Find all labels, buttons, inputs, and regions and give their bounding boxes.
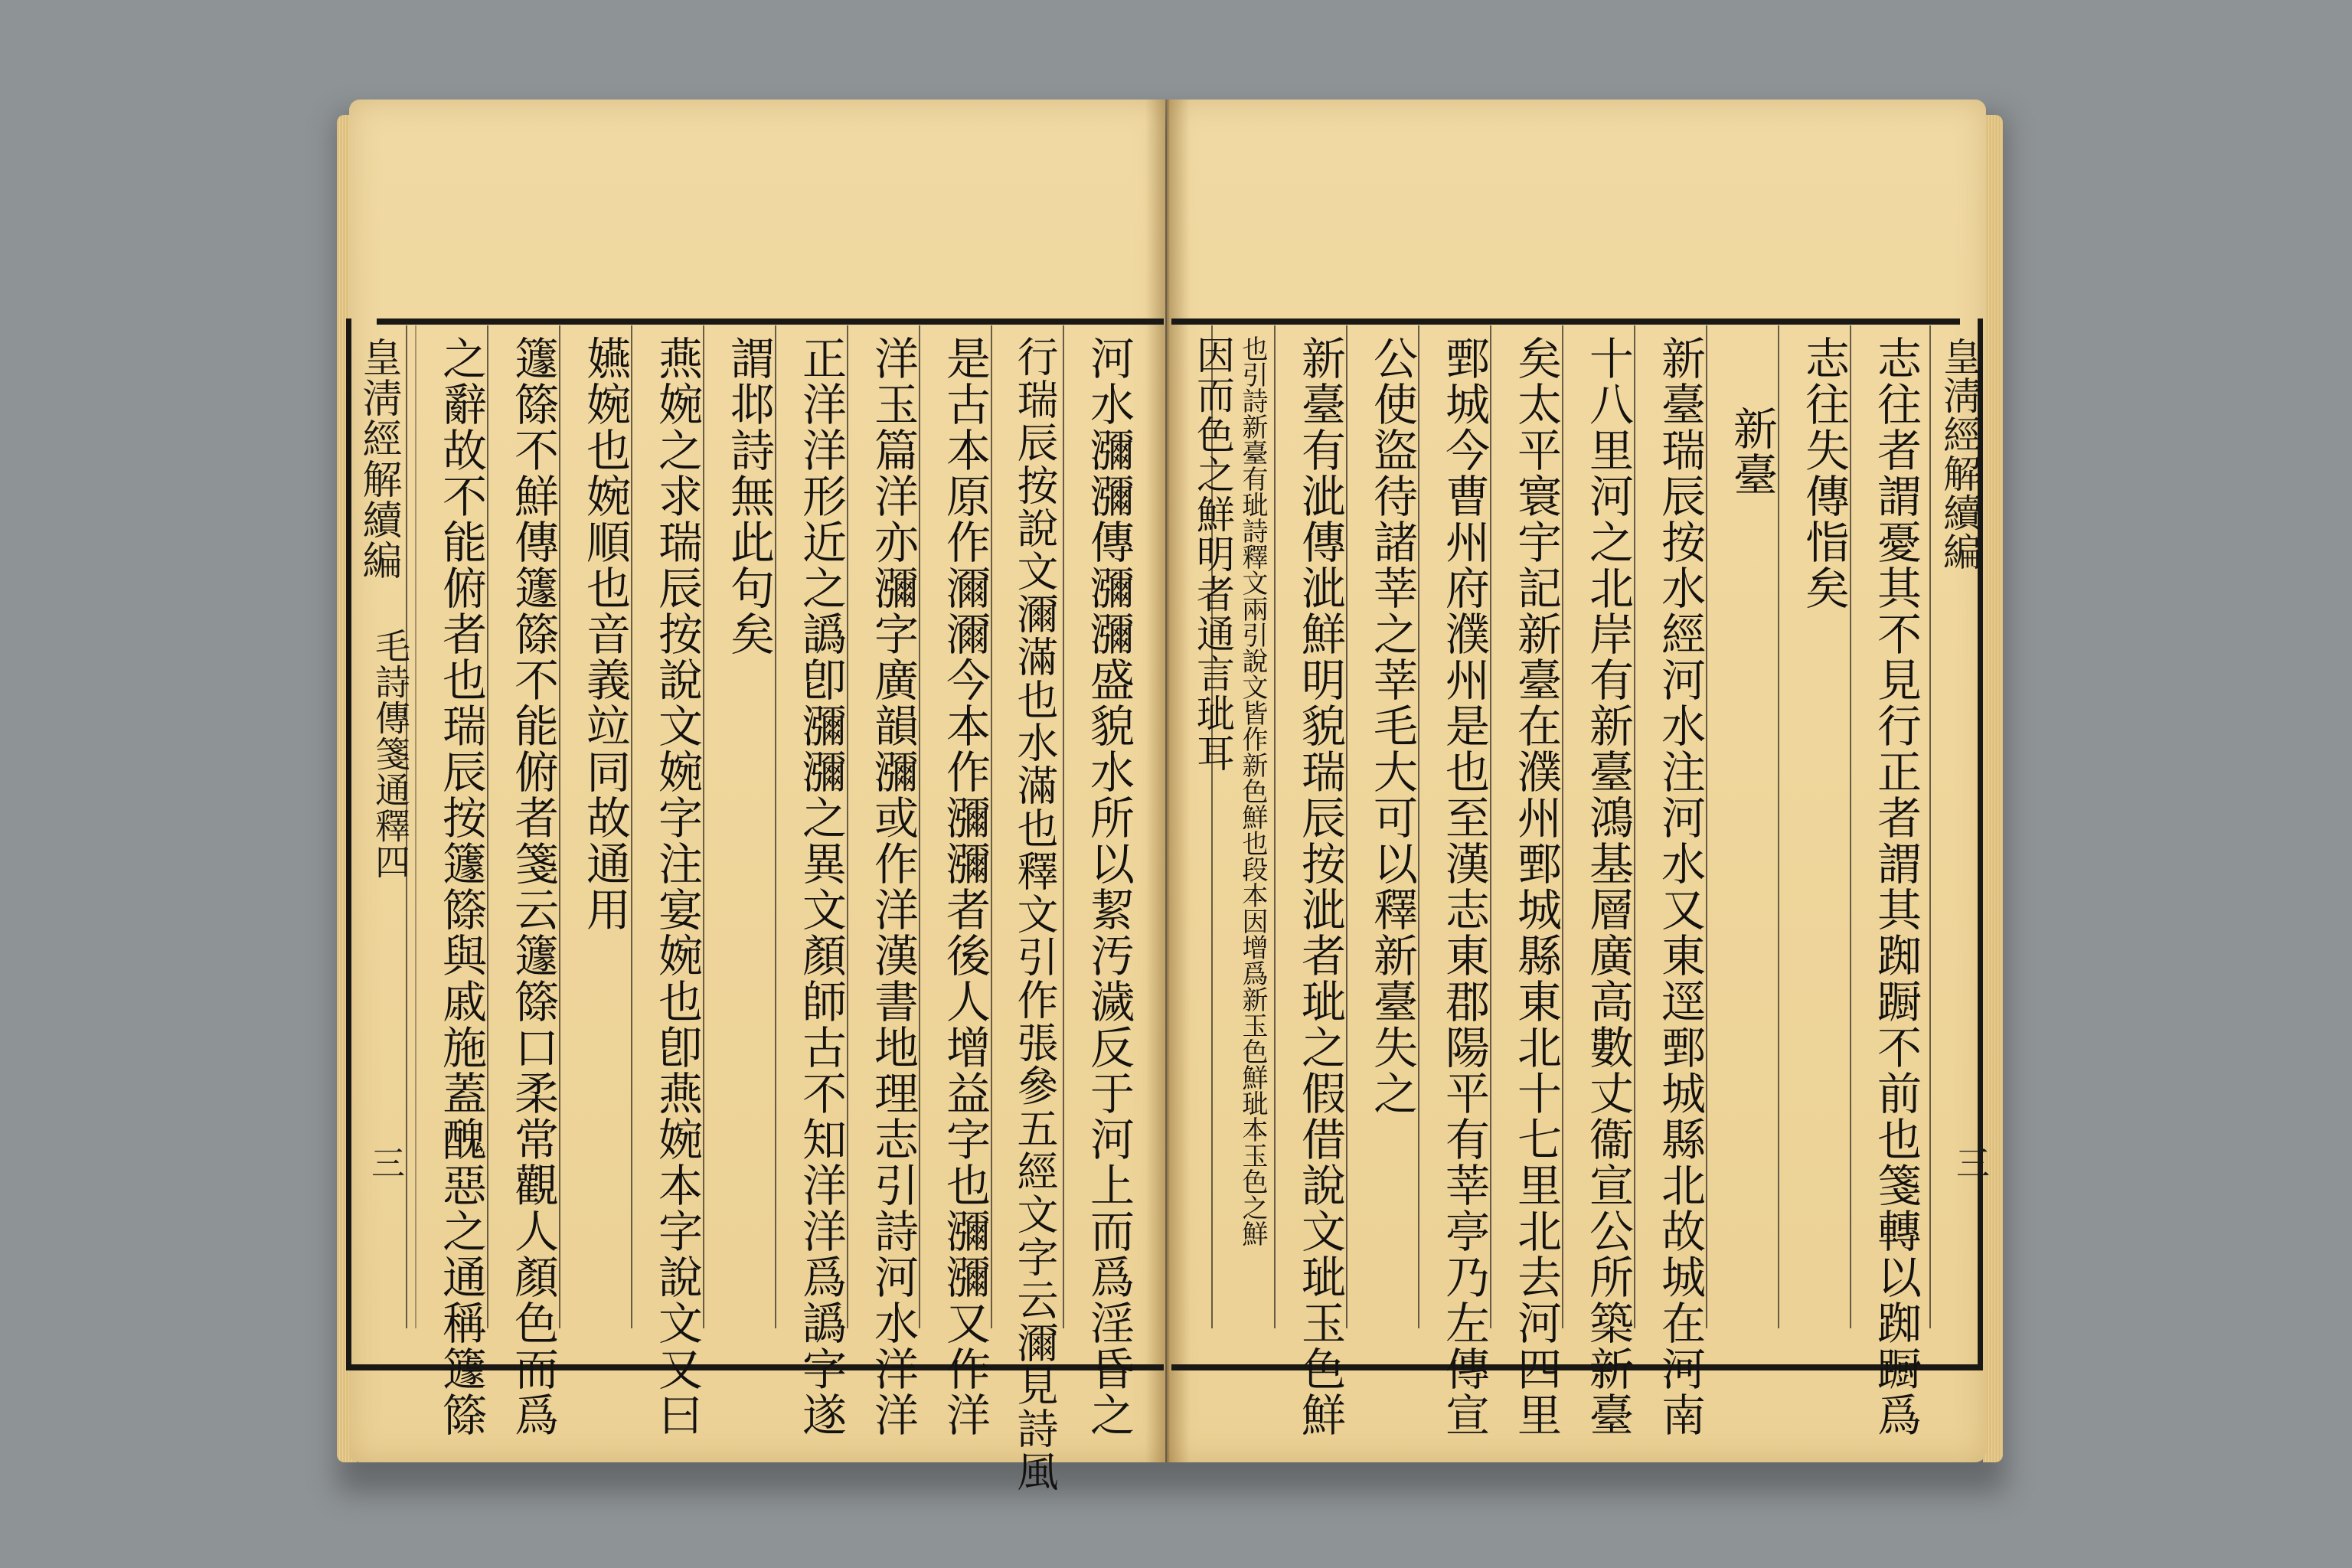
left-col-9: 籧篨不鮮傳籧篨不能俯者箋云籧篨口柔常觀人顏色而爲: [507, 335, 559, 1438]
right-header-divider: [1929, 325, 1931, 1328]
left-col-divider: [415, 325, 416, 1328]
right-col-4: 新臺瑞辰按水經河水注河水又東逕鄄城縣北故城在河南: [1654, 335, 1706, 1438]
left-col-10: 之辭故不能俯者也瑞辰按籧篨與戚施蓋醜惡之通稱籧篨: [435, 335, 487, 1438]
left-col-1: 河水瀰瀰傳瀰瀰盛貌水所以絜汚濊反于河上而爲淫昏之: [1083, 335, 1135, 1438]
book-gutter: [1145, 100, 1190, 1462]
left-col-3: 是古本原作濔濔今本作瀰瀰者後人增益字也瀰瀰又作洋: [939, 335, 991, 1438]
left-page-number: 三: [365, 1145, 404, 1179]
right-col-10: 也引詩新臺有玼詩釋文兩引說文皆作新色鮮也段本因增爲新玉色鮮玼本玉色之鮮: [1237, 335, 1268, 1246]
right-col-7: 鄄城今曹州府濮州是也至漢志東郡陽平有莘亭乃左傳宣: [1438, 335, 1490, 1438]
right-header-title: 皇淸經解續編: [1937, 337, 1981, 571]
left-header-subtitle: 毛詩傳箋通釋四: [370, 628, 411, 880]
right-col-3: 新臺: [1726, 406, 1778, 498]
right-col-9: 新臺有泚傳泚鮮明貌瑞辰按泚者玼之假借說文玼玉色鮮: [1294, 335, 1346, 1438]
left-col-5: 正洋洋形近之譌卽瀰瀰之異文顏師古不知洋洋爲譌字遂: [795, 335, 847, 1438]
left-col-4: 洋玉篇洋亦瀰字廣韻瀰或作洋漢書地理志引詩河水洋洋: [867, 335, 919, 1438]
left-col-7: 燕婉之求瑞辰按說文婉字注宴婉也卽燕婉本字說文又曰: [651, 335, 703, 1438]
right-page-number: 三: [1950, 1145, 1989, 1179]
left-frame-top: [377, 318, 1164, 325]
left-col-6: 謂邶詩無此句矣: [723, 335, 775, 657]
left-col-8: 嬿婉也婉順也音義竝同故通用: [579, 335, 631, 933]
left-header-title: 皇淸經解續編: [355, 337, 401, 580]
left-col-2: 行瑞辰按說文濔滿也水滿也釋文引作張參五經文字云濔見詩風: [1011, 335, 1059, 1493]
right-col-11: 因而色之鮮明者通言玼耳: [1191, 335, 1235, 773]
right-col-5: 十八里河之北岸有新臺鴻基層廣高數丈衞宣公所築新臺: [1582, 335, 1634, 1438]
right-frame-top: [1171, 318, 1960, 325]
right-col-1: 志往者謂憂其不見行正者謂其踟蹰不前也箋轉以踟蹰爲: [1870, 335, 1922, 1438]
right-col-2: 志往失傳恉矣: [1798, 335, 1850, 611]
left-frame-outer: [346, 318, 351, 1370]
right-col-6: 矣太平寰宇記新臺在濮州鄄城縣東北十七里北去河四里: [1510, 335, 1562, 1438]
right-col-8: 公使盜待諸莘之莘毛大可以釋新臺失之: [1366, 335, 1418, 1116]
